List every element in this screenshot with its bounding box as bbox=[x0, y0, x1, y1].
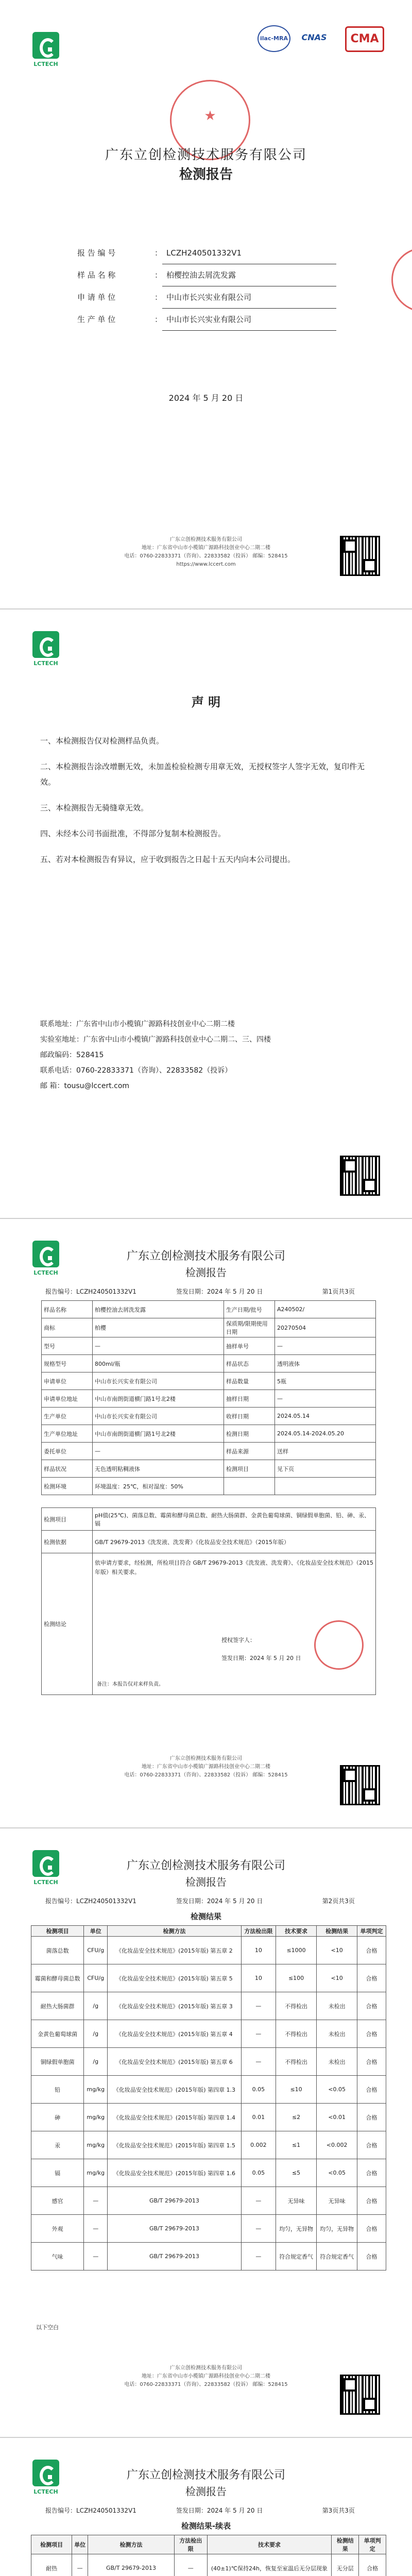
table-cell: /g bbox=[84, 2020, 108, 2048]
table-row bbox=[31, 2131, 386, 2159]
table-cell: mg/kg bbox=[84, 2159, 108, 2187]
table-row bbox=[31, 2020, 386, 2048]
inspection-seal-icon bbox=[314, 1620, 364, 1670]
table-cell: 符合规定香气 bbox=[317, 2243, 357, 2270]
conclusion-text: 依申请方要求，经检测，所检项目符合 GB/T 29679-2013《洗发液、洗发膏》、《化妆品安全技术规范》（2015年版）相关要求。 bbox=[95, 1560, 373, 1575]
field-value: 环境温度：25℃，相对湿度：50% bbox=[93, 1478, 224, 1495]
table-cell: 不得检出 bbox=[276, 1992, 317, 2020]
table-row bbox=[42, 1478, 376, 1495]
page-report-label: 检测报告 bbox=[185, 2485, 227, 2498]
field-value bbox=[275, 1478, 376, 1495]
results-cont-table bbox=[31, 2535, 386, 2576]
logo-mark-icon bbox=[32, 631, 59, 658]
table-row bbox=[42, 1337, 376, 1355]
table-cell: <10 bbox=[317, 1937, 357, 1964]
table-cell: 合格 bbox=[359, 2554, 386, 2576]
table-cell: <0.05 bbox=[317, 2159, 357, 2187]
table-cell: <0.05 bbox=[317, 2076, 357, 2104]
table-cell: 镉 bbox=[31, 2159, 84, 2187]
table-cell: GB/T 29679-2013 bbox=[88, 2554, 175, 2576]
field-label: 样品状态 bbox=[224, 1355, 275, 1372]
field-value: 2024.05.14 bbox=[275, 1408, 376, 1425]
table-cell: 铜绿假单胞菌 bbox=[31, 2048, 84, 2076]
table-row bbox=[42, 1301, 376, 1318]
table-cell: 未检出 bbox=[317, 2048, 357, 2076]
field-label: 样品来源 bbox=[224, 1443, 275, 1460]
lctech-logo: LCTECH bbox=[30, 1241, 62, 1276]
column-header: 检测项目 bbox=[31, 2535, 72, 2554]
test-items-value: pH值(25℃)、菌落总数、霉菌和酵母菌总数、耐热大肠菌群、金黄色葡萄球菌、铜绿假单胞菌、铅、砷、汞、镉 bbox=[93, 1508, 376, 1531]
table-cell: 《化妆品安全技术规范》(2015年版) 第四章 1.4 bbox=[108, 2104, 241, 2131]
table-row bbox=[42, 1372, 376, 1390]
field-value: 送样 bbox=[275, 1443, 376, 1460]
column-header: 单位 bbox=[84, 1926, 108, 1937]
table-cell: 合格 bbox=[357, 2104, 386, 2131]
table-cell: CFU/g bbox=[84, 1937, 108, 1964]
field-value: 中山市长兴实业有限公司 bbox=[93, 1372, 224, 1390]
column-header: 技术要求 bbox=[207, 2535, 332, 2554]
field-label: 申请单位地址 bbox=[42, 1390, 93, 1408]
table-cell: 耐热大肠菌群 bbox=[31, 1992, 84, 2020]
table-cell: 《化妆品安全技术规范》(2015年版) 第四章 1.6 bbox=[108, 2159, 241, 2187]
field-label: 检测环境 bbox=[42, 1478, 93, 1495]
column-header: 检测结果 bbox=[332, 2535, 359, 2554]
lctech-logo: LCTECH bbox=[30, 631, 62, 667]
table-row bbox=[31, 2159, 386, 2187]
table-cell: — bbox=[84, 2243, 108, 2270]
table-cell: 合格 bbox=[357, 2159, 386, 2187]
table-cell: 无异味 bbox=[317, 2187, 357, 2215]
table-row bbox=[31, 2104, 386, 2131]
table-cell: mg/kg bbox=[84, 2131, 108, 2159]
table-cell: GB/T 29679-2013 bbox=[108, 2215, 241, 2243]
table-cell: 10 bbox=[241, 1937, 276, 1964]
table-cell: 霉菌和酵母菌总数 bbox=[31, 1964, 84, 1992]
lctech-logo: LCTECH bbox=[30, 1850, 62, 1886]
results-table bbox=[31, 1925, 386, 2270]
table-cell: — bbox=[241, 2243, 276, 2270]
info-detail-table bbox=[41, 1507, 376, 1695]
table-cell: 《化妆品安全技术规范》(2015年版) 第五章 4 bbox=[108, 2020, 241, 2048]
table-cell: 合格 bbox=[357, 2020, 386, 2048]
info-table bbox=[41, 1300, 376, 1495]
logo-mark-icon bbox=[32, 32, 59, 59]
table-cell: 0.002 bbox=[241, 2131, 276, 2159]
table-cell: 不得检出 bbox=[276, 2048, 317, 2076]
field-label: 样品数量 bbox=[224, 1372, 275, 1390]
cover-footer: 广东立创检测技术服务有限公司 地址：广东省中山市小榄镇广源路科技创业中心二期二楼 电话：0760-22833371（咨询）、22833582（投诉） 邮编：528415 https://www.lccert.com bbox=[124, 537, 288, 567]
table-cell: 合格 bbox=[357, 2243, 386, 2270]
table-cell: 合格 bbox=[357, 2131, 386, 2159]
field-label: 检测日期 bbox=[224, 1425, 275, 1443]
table-cell: <0.002 bbox=[317, 2131, 357, 2159]
field-label bbox=[224, 1478, 275, 1495]
table-row bbox=[31, 2187, 386, 2215]
table-cell: 感官 bbox=[31, 2187, 84, 2215]
table-cell: /g bbox=[84, 1992, 108, 2020]
table-cell: ≤2 bbox=[276, 2104, 317, 2131]
ilac-badge-icon: ilac-MRA bbox=[258, 25, 290, 52]
field-label: 商标 bbox=[42, 1318, 93, 1337]
page-report-label: 检测报告 bbox=[185, 1266, 227, 1279]
conclusion-cell bbox=[93, 1553, 376, 1695]
table-cell: 无分层 bbox=[332, 2554, 359, 2576]
table-cell: 耐热 bbox=[31, 2554, 72, 2576]
table-cell: — bbox=[241, 2048, 276, 2076]
column-header: 方法检出限 bbox=[174, 2535, 207, 2554]
field-label: 样品名称 bbox=[42, 1301, 93, 1318]
table-cell: CFU/g bbox=[84, 1964, 108, 1992]
field-value: 柏樱 bbox=[93, 1318, 224, 1337]
table-cell: 合格 bbox=[357, 2215, 386, 2243]
table-cell: 合格 bbox=[357, 1992, 386, 2020]
table-cell: GB/T 29679-2013 bbox=[108, 2187, 241, 2215]
table-row bbox=[31, 1992, 386, 2020]
column-header: 技术要求 bbox=[276, 1926, 317, 1937]
column-header: 单位 bbox=[72, 2535, 88, 2554]
remark-text: 备注：本报告仅对来样负责。 bbox=[97, 1682, 164, 1687]
table-cell: — bbox=[241, 2020, 276, 2048]
table-cell: mg/kg bbox=[84, 2104, 108, 2131]
statement-title: 声 明 bbox=[191, 695, 221, 709]
field-value: — bbox=[275, 1337, 376, 1355]
table-cell: 均匀，无异物 bbox=[317, 2215, 357, 2243]
field-label: 生产单位地址 bbox=[42, 1425, 93, 1443]
table-cell: 未检出 bbox=[317, 2020, 357, 2048]
table-cell: 均匀，无异物 bbox=[276, 2215, 317, 2243]
field-label: 委托单位 bbox=[42, 1443, 93, 1460]
accreditation-badges bbox=[258, 23, 386, 54]
table-row bbox=[42, 1443, 376, 1460]
basis-value: GB/T 29679-2013《洗发液、洗发膏》《化妆品安全技术规范》（2015年版） bbox=[93, 1531, 376, 1553]
table-cell: ≤100 bbox=[276, 1964, 317, 1992]
field-label: 检测项目 bbox=[224, 1460, 275, 1478]
table-row bbox=[42, 1408, 376, 1425]
table-cell: 未检出 bbox=[317, 1992, 357, 2020]
column-header: 检测方法 bbox=[108, 1926, 241, 1937]
field-label: 样品状况 bbox=[42, 1460, 93, 1478]
qr-code-icon bbox=[340, 2375, 380, 2415]
table-cell: 合格 bbox=[357, 1964, 386, 1992]
table-cell: 符合规定香气 bbox=[276, 2243, 317, 2270]
table-cell: (40±1)℃保持24h，恢复至室温后无分层现象 bbox=[207, 2554, 332, 2576]
table-cell: 《化妆品安全技术规范》(2015年版) 第五章 5 bbox=[108, 1964, 241, 1992]
table-cell: ≤10 bbox=[276, 2076, 317, 2104]
table-row bbox=[31, 2048, 386, 2076]
field-value: 20270504 bbox=[275, 1318, 376, 1337]
table-cell: <10 bbox=[317, 1964, 357, 1992]
table-cell: 合格 bbox=[357, 2187, 386, 2215]
field-value: 中山市南朗街道横门路1号北2楼 bbox=[93, 1390, 224, 1408]
qr-code-icon bbox=[340, 536, 380, 576]
postal-code: 邮政编码：528415 bbox=[40, 1051, 104, 1059]
statement-list bbox=[40, 733, 370, 877]
column-header: 检测结果 bbox=[317, 1926, 357, 1937]
page-company-name: 广东立创检测技术服务有限公司 bbox=[126, 1250, 285, 1263]
table-cell: 不得检出 bbox=[276, 2020, 317, 2048]
cover-page bbox=[0, 0, 412, 608]
page-footer: 广东立创检测技术服务有限公司 地址：广东省中山市小榄镇广源路科技创业中心二期二楼 电话：0760-22833371（咨询）、22833582（投诉） 邮编：528415 bbox=[124, 2365, 288, 2387]
page-meta: 报告编号：LCZH240501332V1 签发日期：2024 年 5 月 20 日 第1页共3页 bbox=[45, 1288, 355, 1295]
table-cell: — bbox=[84, 2215, 108, 2243]
table-cell: 气味 bbox=[31, 2243, 84, 2270]
info-page bbox=[0, 1219, 412, 1827]
table-cell: — bbox=[174, 2554, 207, 2576]
table-cell: 0.05 bbox=[241, 2076, 276, 2104]
page-report-label: 检测报告 bbox=[185, 1876, 227, 1888]
field-label: 规格型号 bbox=[42, 1355, 93, 1372]
table-cell: 合格 bbox=[357, 2048, 386, 2076]
table-row bbox=[31, 2554, 386, 2576]
field-label: 生产日期/批号 bbox=[224, 1301, 275, 1318]
table-cell: 《化妆品安全技术规范》(2015年版) 第五章 2 bbox=[108, 1937, 241, 1964]
field-value: 见下页 bbox=[275, 1460, 376, 1478]
logo-text: LCTECH bbox=[33, 61, 58, 67]
field-value: — bbox=[93, 1443, 224, 1460]
field-label: 抽样单号 bbox=[224, 1337, 275, 1355]
table-cell: GB/T 29679-2013 bbox=[108, 2243, 241, 2270]
field-value: 无色透明粘稠液体 bbox=[93, 1460, 224, 1478]
table-cell: 砷 bbox=[31, 2104, 84, 2131]
basis-label: 检测依据 bbox=[42, 1531, 93, 1553]
table-cell: 10 bbox=[241, 1964, 276, 1992]
cover-field-report-no: 报 告 编 号 ： LCZH240501332V1 bbox=[77, 242, 366, 264]
sign-date: 签发日期：2024 年 5 月 20 日 bbox=[221, 1655, 301, 1662]
column-header: 单项判定 bbox=[359, 2535, 386, 2554]
table-cell: — bbox=[241, 2187, 276, 2215]
qr-code-icon bbox=[340, 1765, 380, 1805]
table-cell: 菌落总数 bbox=[31, 1937, 84, 1964]
results-cont-page bbox=[0, 2438, 412, 2576]
table-row bbox=[42, 1425, 376, 1443]
page-footer: 广东立创检测技术服务有限公司 地址：广东省中山市小榄镇广源路科技创业中心二期二楼 电话：0760-22833371（咨询）、22833582（投诉） 邮编：528415 bbox=[124, 1756, 288, 1778]
cma-badge-icon: CMA bbox=[345, 26, 384, 52]
page-meta: 报告编号：LCZH240501332V1 签发日期：2024 年 5 月 20 日 第2页共3页 bbox=[45, 1897, 355, 1905]
page-company-name: 广东立创检测技术服务有限公司 bbox=[126, 2469, 285, 2482]
table-row bbox=[31, 2243, 386, 2270]
table-cell: 《化妆品安全技术规范》(2015年版) 第四章 1.3 bbox=[108, 2076, 241, 2104]
results-title: 检测结果 bbox=[190, 1912, 221, 1921]
cover-date: 2024 年 5 月 20 日 bbox=[168, 393, 244, 403]
cover-field-manufacturer: 生 产 单 位 ： 中山市长兴实业有限公司 bbox=[77, 309, 366, 331]
field-value: — bbox=[93, 1337, 224, 1355]
table-row bbox=[42, 1390, 376, 1408]
table-cell: 铅 bbox=[31, 2076, 84, 2104]
table-cell: — bbox=[241, 1992, 276, 2020]
field-label: 收样日期 bbox=[224, 1408, 275, 1425]
field-value: 800ml/瓶 bbox=[93, 1355, 224, 1372]
column-header: 单项判定 bbox=[357, 1926, 386, 1937]
table-row bbox=[31, 1964, 386, 1992]
table-cell: /g bbox=[84, 2048, 108, 2076]
table-cell: 0.05 bbox=[241, 2159, 276, 2187]
field-label: 型号 bbox=[42, 1337, 93, 1355]
field-value: 透明液体 bbox=[275, 1355, 376, 1372]
test-items-label: 检测项目 bbox=[42, 1508, 93, 1531]
statement-item: 一、本检测报告仅对检测样品负责。 bbox=[40, 736, 164, 745]
field-value: — bbox=[275, 1390, 376, 1408]
lctech-logo bbox=[30, 32, 62, 67]
table-row bbox=[31, 1937, 386, 1964]
blank-note: 以下空白 bbox=[36, 2324, 59, 2331]
table-row bbox=[42, 1318, 376, 1337]
table-cell: 《化妆品安全技术规范》(2015年版) 第五章 3 bbox=[108, 1992, 241, 2020]
field-value: 中山市长兴实业有限公司 bbox=[93, 1408, 224, 1425]
statement-item: 五、若对本检测报告有异议，应于收到报告之日起十五天内向本公司提出。 bbox=[40, 855, 296, 864]
field-label: 保质期/限期使用日期 bbox=[224, 1318, 275, 1337]
column-header: 方法检出限 bbox=[241, 1926, 276, 1937]
page-meta: 报告编号：LCZH240501332V1 签发日期：2024 年 5 月 20 日 第3页共3页 bbox=[45, 2507, 355, 2514]
table-cell: 《化妆品安全技术规范》(2015年版) 第四章 1.5 bbox=[108, 2131, 241, 2159]
statement-item: 二、本检测报告涂改增删无效，未加盖检验检测专用章无效，无授权签字人签字无效，复印件无效。 bbox=[40, 762, 365, 787]
statement-item: 四、未经本公司书面批准，不得部分复制本检测报告。 bbox=[40, 829, 226, 838]
approver-label: 授权签字人： bbox=[221, 1637, 255, 1643]
table-cell: 金黄色葡萄球菌 bbox=[31, 2020, 84, 2048]
cover-fields bbox=[77, 242, 366, 331]
field-label: 申请单位 bbox=[42, 1372, 93, 1390]
conclusion-label: 检测结论 bbox=[42, 1553, 93, 1695]
column-header: 检测方法 bbox=[88, 2535, 175, 2554]
statement-item: 三、本检测报告无骑缝章无效。 bbox=[40, 803, 149, 812]
table-cell: mg/kg bbox=[84, 2076, 108, 2104]
table-cell: ≤1000 bbox=[276, 1937, 317, 1964]
statement-page bbox=[0, 609, 412, 1218]
field-label: 抽样日期 bbox=[224, 1390, 275, 1408]
field-label: 生产单位 bbox=[42, 1408, 93, 1425]
field-value: A240502/ bbox=[275, 1301, 376, 1318]
cover-title: 检测报告 bbox=[179, 167, 233, 182]
table-cell: 《化妆品安全技术规范》(2015年版) 第五章 6 bbox=[108, 2048, 241, 2076]
page-company-name: 广东立创检测技术服务有限公司 bbox=[126, 1859, 285, 1872]
table-cell: 合格 bbox=[357, 1937, 386, 1964]
company-seal-icon: ★ bbox=[170, 80, 250, 160]
cover-field-sample-name: 样 品 名 称 ： 柏樱控油去屑洗发露 bbox=[77, 264, 366, 286]
table-cell: <0.01 bbox=[317, 2104, 357, 2131]
table-cell: 0.01 bbox=[241, 2104, 276, 2131]
table-row bbox=[42, 1460, 376, 1478]
cover-field-applicant: 申 请 单 位 ： 中山市长兴实业有限公司 bbox=[77, 286, 366, 309]
contact-email: 邮 箱：tousu@lccert.com bbox=[40, 1082, 130, 1090]
results-page bbox=[0, 1828, 412, 2437]
table-cell: — bbox=[72, 2554, 88, 2576]
field-value: 中山市南朗街道横门路1号北2楼 bbox=[93, 1425, 224, 1443]
table-cell: ≤1 bbox=[276, 2131, 317, 2159]
table-cell: ≤5 bbox=[276, 2159, 317, 2187]
column-header: 检测项目 bbox=[31, 1926, 84, 1937]
results-cont-title: 检测结果-续表 bbox=[181, 2521, 231, 2531]
contact-phone: 联系电话：0760-22833371（咨询）、22833582（投诉） bbox=[40, 1066, 232, 1075]
field-value: 5瓶 bbox=[275, 1372, 376, 1390]
table-cell: — bbox=[241, 2215, 276, 2243]
lctech-logo: LCTECH bbox=[30, 2460, 62, 2495]
qr-code-icon bbox=[340, 1156, 380, 1196]
table-row bbox=[42, 1355, 376, 1372]
field-value: 柏樱控油去屑洗发露 bbox=[93, 1301, 224, 1318]
field-value: 2024.05.14-2024.05.20 bbox=[275, 1425, 376, 1443]
contact-address: 联系地址：广东省中山市小榄镇广源路科技创业中心二期二楼 bbox=[40, 1020, 235, 1028]
table-row bbox=[31, 2215, 386, 2243]
table-cell: 合格 bbox=[357, 2076, 386, 2104]
lab-address: 实验室地址：广东省中山市小榄镇广源路科技创业中心二期二、三、四楼 bbox=[40, 1036, 271, 1044]
table-row bbox=[31, 2076, 386, 2104]
edge-seal-icon bbox=[391, 247, 412, 312]
table-cell: 外观 bbox=[31, 2215, 84, 2243]
table-cell: 汞 bbox=[31, 2131, 84, 2159]
table-cell: 无异味 bbox=[276, 2187, 317, 2215]
contact-block bbox=[40, 1016, 390, 1094]
cover-company-name: 广东立创检测技术服务有限公司 bbox=[105, 147, 307, 163]
cnas-badge-icon: CNAS bbox=[301, 32, 327, 42]
table-cell: — bbox=[84, 2187, 108, 2215]
